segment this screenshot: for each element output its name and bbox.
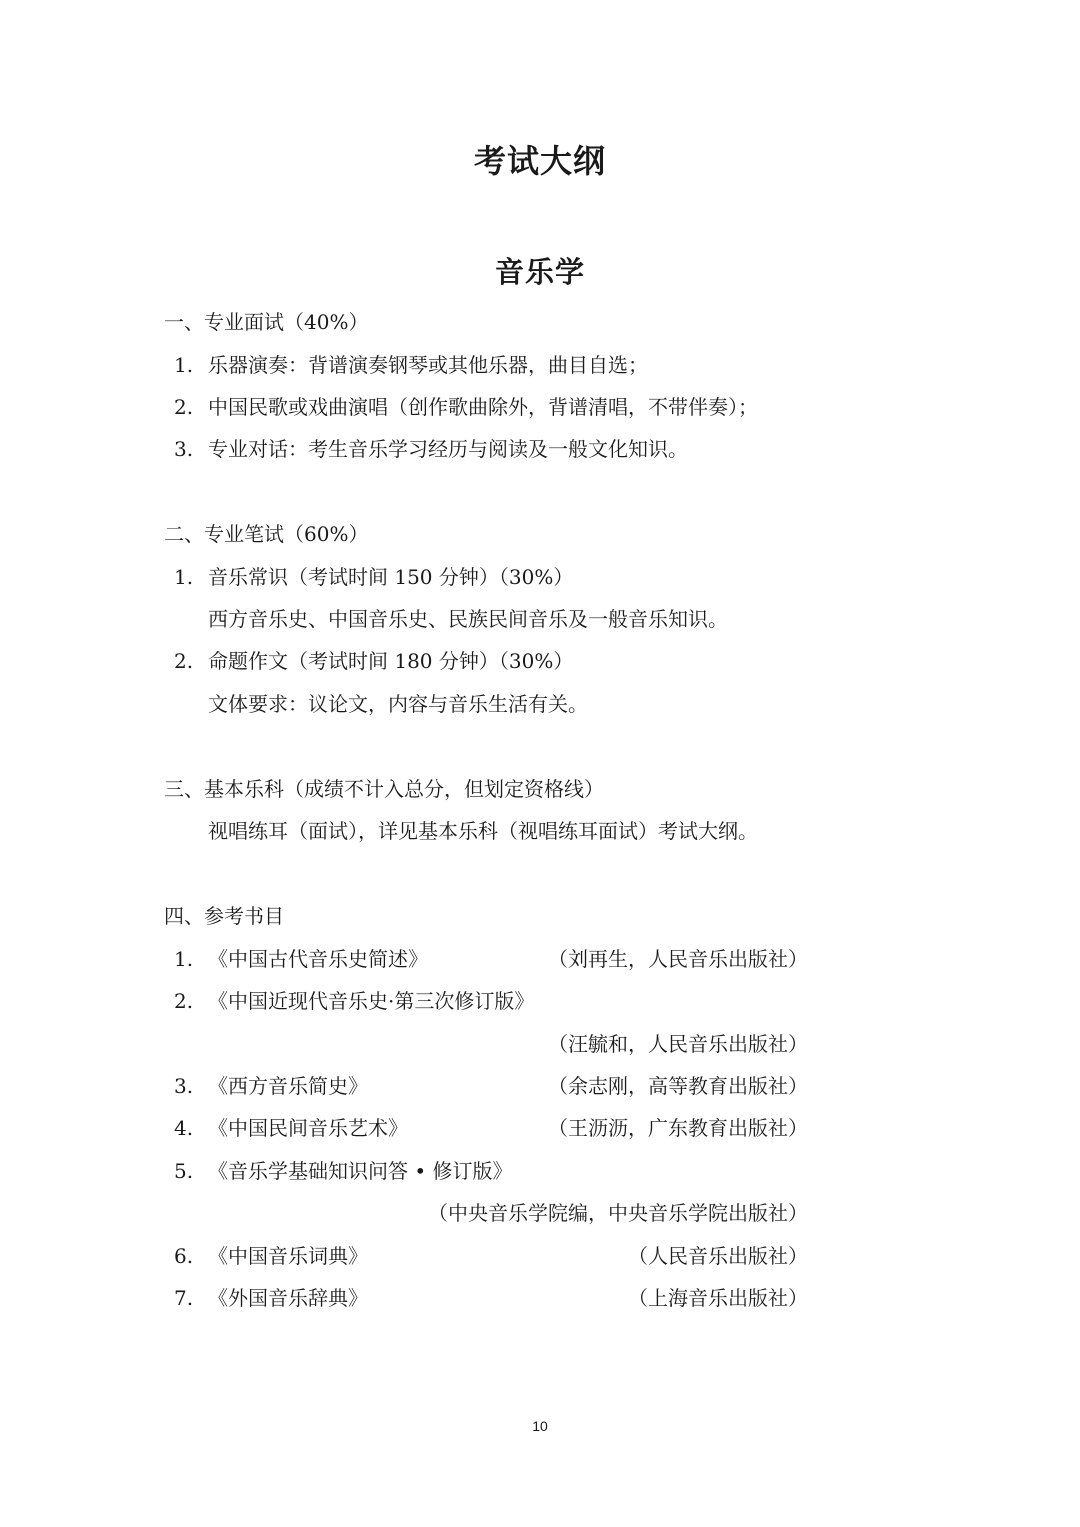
item-number: 2. xyxy=(174,395,194,419)
book-number: 3. xyxy=(174,1074,194,1098)
book-2 xyxy=(174,987,534,1015)
document-title: 考试大纲 xyxy=(473,142,606,180)
book-4-publisher: （王沥沥，广东教育出版社） xyxy=(548,1116,808,1140)
page-number: 10 xyxy=(532,1418,548,1434)
book-title: 《音乐学基础知识问答 • 修订版》 xyxy=(208,1159,513,1183)
book-number: 7. xyxy=(174,1286,194,1310)
item-text: 音乐常识（考试时间 150 分钟）（30%） xyxy=(208,565,574,589)
book-7-publisher: （上海音乐出版社） xyxy=(628,1286,808,1310)
book-1-publisher: （刘再生，人民音乐出版社） xyxy=(548,947,808,971)
item-text: 命题作文（考试时间 180 分钟）（30%） xyxy=(208,649,574,673)
book-3 xyxy=(174,1072,368,1100)
book-title: 《中国古代音乐史简述》 xyxy=(208,947,428,971)
book-5 xyxy=(174,1157,513,1185)
book-number: 2. xyxy=(174,989,194,1013)
section1-item-1 xyxy=(174,351,648,379)
book-title: 《西方音乐简史》 xyxy=(208,1074,368,1098)
book-number: 5. xyxy=(174,1159,194,1183)
item-number: 1. xyxy=(174,565,194,589)
book-1 xyxy=(174,945,428,973)
item-number: 3. xyxy=(174,437,194,461)
book-title: 《外国音乐辞典》 xyxy=(208,1286,368,1310)
item-number: 1. xyxy=(174,353,194,377)
section2-item-2 xyxy=(174,647,573,675)
section1-item-3 xyxy=(174,435,688,463)
section1-item-2 xyxy=(174,393,758,421)
section4-heading: 四、参考书目 xyxy=(164,904,284,928)
section3-heading: 三、基本乐科（成绩不计入总分，但划定资格线） xyxy=(164,777,604,801)
book-title: 《中国民间音乐艺术》 xyxy=(208,1116,408,1140)
book-3-publisher: （余志刚，高等教育出版社） xyxy=(548,1074,808,1098)
book-number: 1. xyxy=(174,947,194,971)
section1-heading: 一、专业面试（40%） xyxy=(164,310,369,334)
book-number: 6. xyxy=(174,1244,194,1268)
section3-detail: 视唱练耳（面试），详见基本乐科（视唱练耳面试）考试大纲。 xyxy=(208,819,758,843)
book-4 xyxy=(174,1114,408,1142)
book-number: 4. xyxy=(174,1116,194,1140)
document-subtitle: 音乐学 xyxy=(494,255,585,289)
book-title: 《中国近现代音乐史·第三次修订版》 xyxy=(208,989,535,1013)
section2-item-1-detail: 西方音乐史、中国音乐史、民族民间音乐及一般音乐知识。 xyxy=(208,607,728,631)
book-6 xyxy=(174,1242,368,1270)
book-6-publisher: （人民音乐出版社） xyxy=(628,1244,808,1268)
section2-heading: 二、专业笔试（60%） xyxy=(164,522,369,546)
book-2-publisher: （汪毓和，人民音乐出版社） xyxy=(548,1032,808,1056)
section2-item-1 xyxy=(174,563,573,591)
book-title: 《中国音乐词典》 xyxy=(208,1244,368,1268)
section2-item-2-detail: 文体要求：议论文，内容与音乐生活有关。 xyxy=(208,692,588,716)
item-text: 专业对话：考生音乐学习经历与阅读及一般文化知识。 xyxy=(208,437,688,461)
book-5-publisher: （中央音乐学院编，中央音乐学院出版社） xyxy=(428,1201,808,1225)
item-text: 乐器演奏：背谱演奏钢琴或其他乐器，曲目自选； xyxy=(208,353,648,377)
item-text: 中国民歌或戏曲演唱（创作歌曲除外，背谱清唱，不带伴奏）； xyxy=(208,395,758,419)
item-number: 2. xyxy=(174,649,194,673)
book-7 xyxy=(174,1284,368,1312)
